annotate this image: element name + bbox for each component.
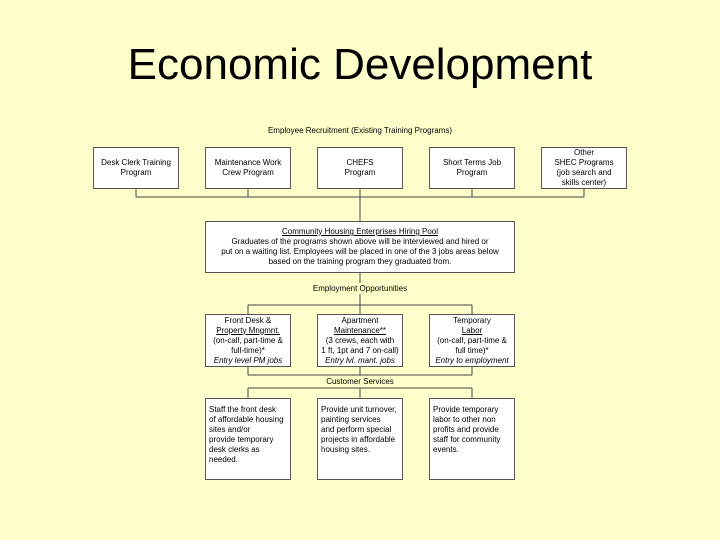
job-title-line: Temporary xyxy=(453,315,491,325)
job-detail-line: (on-call, part-time & xyxy=(213,335,283,345)
job-title-line: Front Desk & xyxy=(224,315,272,325)
service-line: profits and provide xyxy=(433,425,499,434)
job-title-line: Maintenance** xyxy=(333,325,387,335)
job-detail-line: (3 crews, each with xyxy=(325,335,395,345)
program-maintenance xyxy=(205,147,291,189)
job-temporary-labor xyxy=(429,314,515,367)
service-line: projects in affordable xyxy=(321,435,396,444)
slide-title: Economic Development xyxy=(127,40,593,89)
program-line: skills center) xyxy=(561,178,607,187)
service-line: Provide temporary xyxy=(433,405,499,414)
job-title-line: Property Mngmnt. xyxy=(216,325,280,335)
service-line: needed. xyxy=(209,455,238,464)
service-line: Provide unit turnover, xyxy=(321,405,397,414)
job-note: Entry lvl. mant. jobs xyxy=(325,355,395,365)
job-detail-line: full-time)* xyxy=(231,345,265,355)
hiring-pool-heading: Community Housing Enterprises Hiring Pool xyxy=(281,227,439,236)
service-temporary-labor xyxy=(429,398,515,480)
service-line: housing sites. xyxy=(321,445,370,454)
program-short-term xyxy=(429,147,515,189)
program-chefs xyxy=(317,147,403,189)
service-line: of affordable housing xyxy=(209,415,284,424)
services-header: Customer Services xyxy=(326,377,394,386)
service-line: labor to other non xyxy=(433,415,496,424)
program-line: Program xyxy=(344,168,376,177)
service-unit-turnover xyxy=(317,398,403,480)
service-line: sites and/or xyxy=(209,425,251,434)
job-front-desk xyxy=(205,314,291,367)
job-note: Entry level PM jobs xyxy=(213,355,283,365)
program-line: Program xyxy=(456,168,488,177)
job-apartment-maintenance xyxy=(317,314,403,367)
service-line: provide temporary xyxy=(209,435,274,444)
program-line: Program xyxy=(120,168,152,177)
job-detail-line: full time)* xyxy=(455,345,489,355)
service-line: painting services xyxy=(321,415,381,424)
service-line: staff for community xyxy=(433,435,501,444)
program-line: Short Terms Job xyxy=(442,158,502,167)
job-title-line: Labor xyxy=(461,325,483,335)
hiring-pool-line: put on a waiting list. Employees will be placed in one of the 3 jobs areas below xyxy=(221,247,499,256)
program-line: CHEFS xyxy=(346,158,374,167)
service-line: Staff the front desk xyxy=(209,405,277,414)
job-title-line: Apartment xyxy=(341,315,379,325)
program-other-shec xyxy=(541,147,627,189)
program-line: SHEC Programs xyxy=(554,158,614,167)
service-line: desk clerks as xyxy=(209,445,260,454)
program-line: Desk Clerk Training xyxy=(101,158,171,167)
opportunities-header: Employment Opportunities xyxy=(312,284,408,293)
program-line: Maintenance Work xyxy=(214,158,282,167)
hiring-pool-line: based on the training program they graduated from. xyxy=(268,257,452,266)
job-detail-line: 1 ft, 1pt and 7 on-call) xyxy=(321,345,399,355)
job-detail-line: (on-call, part-time & xyxy=(437,335,507,345)
program-line: Other xyxy=(573,148,594,157)
program-line: Crew Program xyxy=(222,168,274,177)
service-line: and perform special xyxy=(321,425,392,434)
program-desk-clerk xyxy=(93,147,179,189)
service-front-desk xyxy=(205,398,291,480)
service-line: events. xyxy=(433,445,459,454)
program-line: (job search and xyxy=(556,168,612,177)
training-header: Employee Recruitment (Existing Training Programs) xyxy=(267,126,453,135)
job-note: Entry to employment xyxy=(435,355,509,365)
hiring-pool xyxy=(205,221,515,273)
hiring-pool-line: Graduates of the programs shown above will be interviewed and hired or xyxy=(231,237,489,246)
